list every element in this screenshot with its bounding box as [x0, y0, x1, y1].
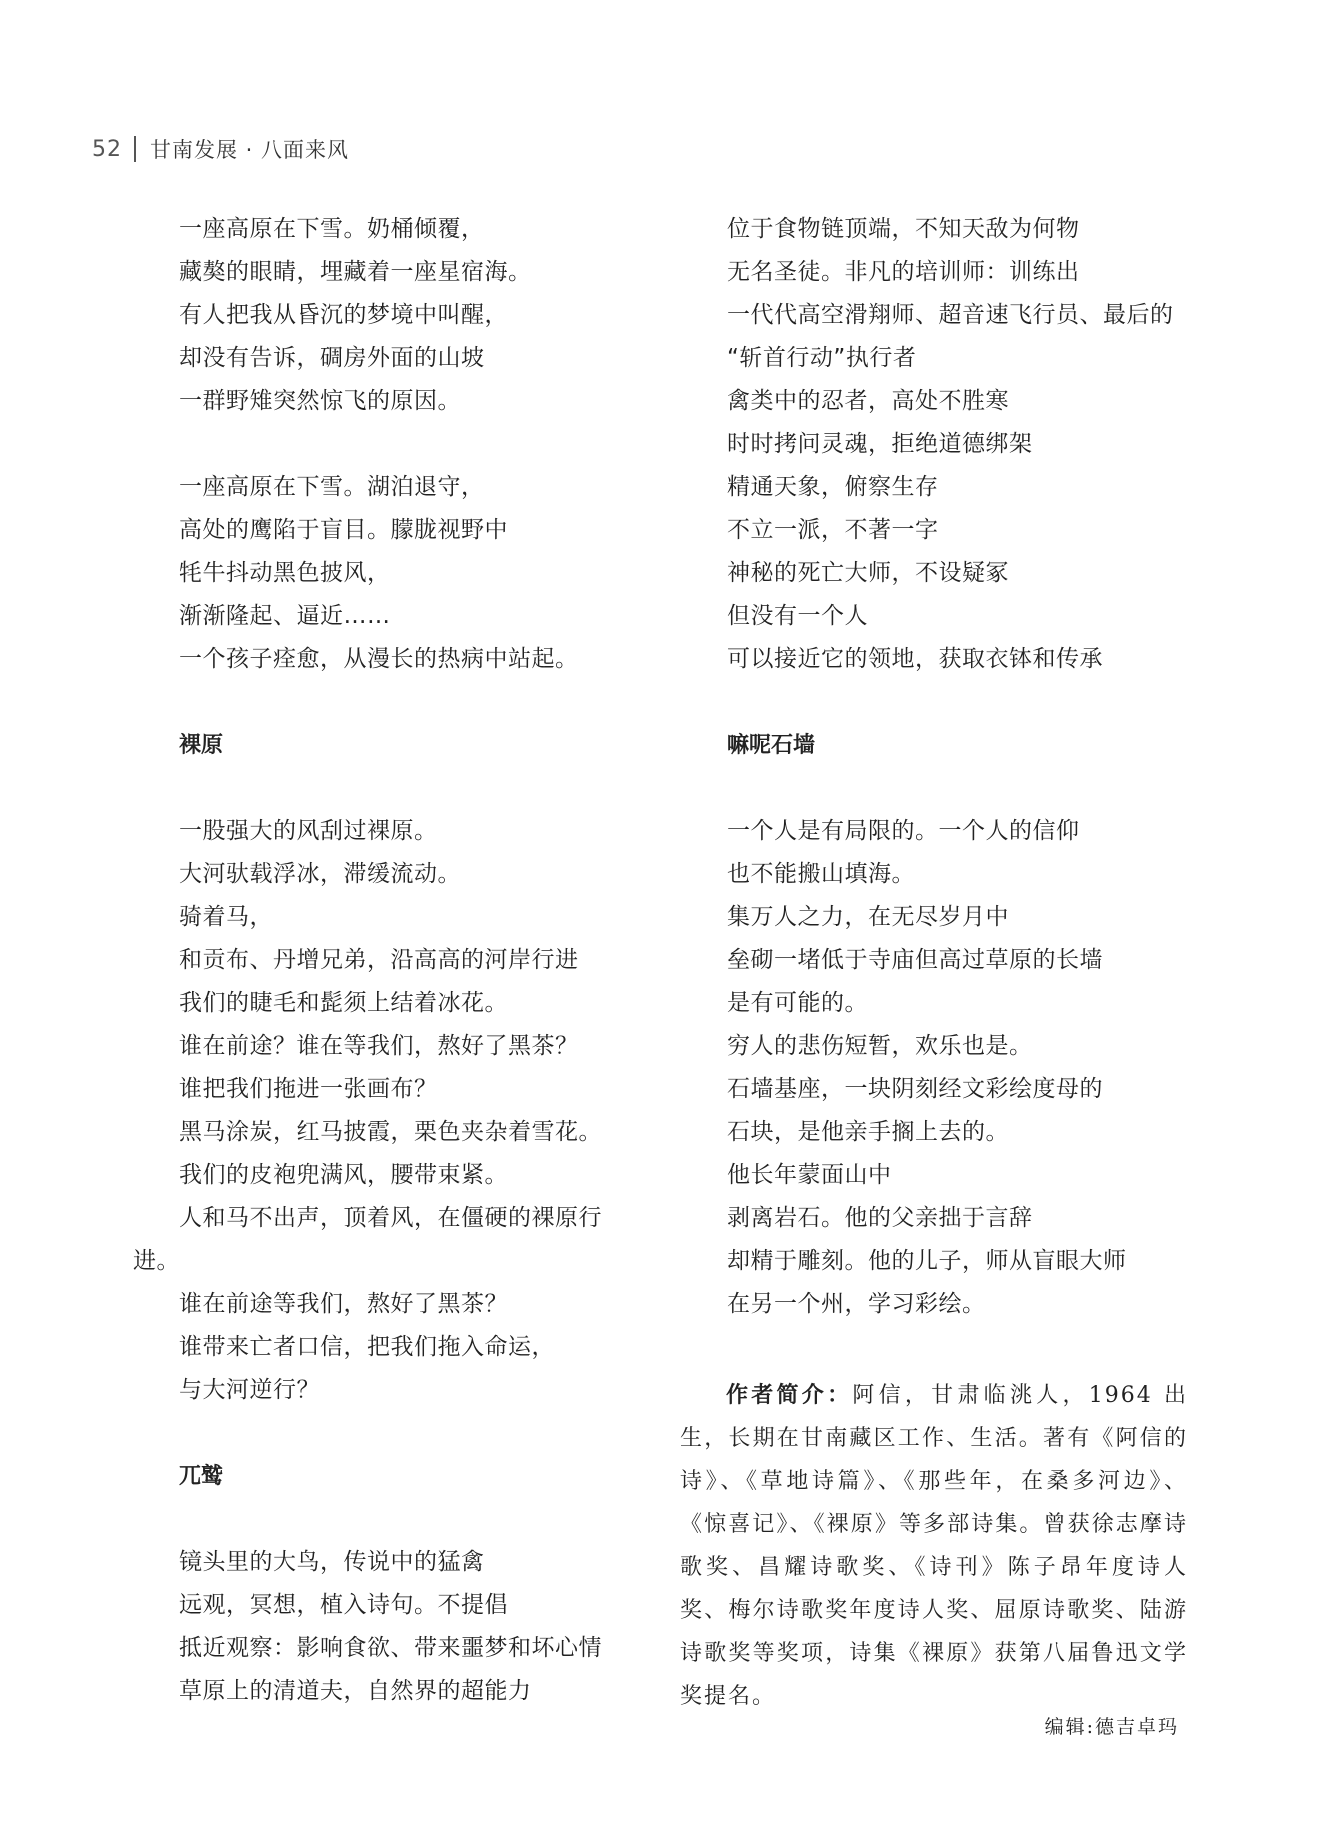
- poem-wujiu-body: [179, 1541, 649, 1713]
- poem-line: 石块，是他亲手搁上去的。: [727, 1119, 1009, 1145]
- running-header: [92, 132, 349, 166]
- poem-line: 有人把我从昏沉的梦境中叫醒，: [179, 302, 508, 328]
- stanza-gap: [727, 767, 1197, 810]
- author-bio-label: 作者简介：: [726, 1383, 853, 1408]
- poem-line: 我们的皮袍兜满风，腰带束紧。: [179, 1162, 508, 1188]
- poem-line: 谁把我们拖进一张画布？: [179, 1076, 438, 1102]
- poem-line: 黑马涂炭，红马披霞，栗色夹杂着雪花。: [179, 1119, 602, 1145]
- poem-luoyuan-body: [133, 810, 649, 1412]
- poem-line: 一群野雉突然惊飞的原因。: [179, 388, 461, 414]
- poem-line: 禽类中的忍者，高处不胜寒: [727, 388, 1009, 414]
- poem-line: 是有可能的。: [727, 990, 868, 1016]
- poem-line: 抵近观察：影响食欲、带来噩梦和坏心情: [179, 1635, 602, 1661]
- header-divider: [134, 136, 136, 162]
- poem-line: 谁在前途？谁在等我们，熬好了黑茶？: [179, 1033, 579, 1059]
- poem-line: 石墙基座，一块阴刻经文彩绘度母的: [727, 1076, 1103, 1102]
- poem-title-mani-wall: 嘛呢石墙: [727, 733, 816, 758]
- poem-line: 不立一派，不著一字: [727, 517, 939, 543]
- poem-title-wujiu: 兀鹫: [179, 1464, 224, 1489]
- poem-line: 一个人是有局限的。一个人的信仰: [727, 818, 1080, 844]
- poem-line: 在另一个州，学习彩绘。: [727, 1291, 986, 1317]
- poem-line: 和贡布、丹增兄弟，沿高高的河岸行进: [179, 947, 579, 973]
- poem-line: 草原上的清道夫，自然界的超能力: [179, 1678, 532, 1704]
- left-column: [133, 208, 649, 1713]
- poem-line: 但没有一个人: [727, 603, 868, 629]
- poem-line: 一座高原在下雪。湖泊退守，: [179, 474, 485, 500]
- author-bio: [680, 1374, 1188, 1718]
- poem-line: 剥离岩石。他的父亲拙于言辞: [727, 1205, 1033, 1231]
- poem-line: 一代代高空滑翔师、超音速飞行员、最后的: [727, 302, 1174, 328]
- stanza-gap: [179, 767, 649, 810]
- poem-line: 一座高原在下雪。奶桶倾覆，: [179, 216, 485, 242]
- poem-line: 可以接近它的领地，获取衣钵和传承: [727, 646, 1103, 672]
- poem-line: 人和马不出声，顶着风，在僵硬的裸原行: [179, 1205, 602, 1231]
- author-bio-text: 阿信，甘肃临洮人，1964 出生，长期在甘南藏区工作、生活。著有《阿信的诗》、《草地诗篇》、《那些年，在桑多河边》、《惊喜记》、《裸原》等多部诗集。曾获徐志摩诗歌奖、昌耀诗歌奖、《诗刊》陈子昂年度诗人奖、梅尔诗歌奖年度诗人奖、屈原诗歌奖、陆游诗歌奖等奖项，诗集《裸原》获第八届鲁迅文学奖提名。: [680, 1383, 1188, 1709]
- stanza-gap: [179, 681, 649, 724]
- poem-line: 骑着马，: [179, 904, 273, 930]
- poem-line: 无名圣徒。非凡的培训师：训练出: [727, 259, 1080, 285]
- poem-line: 精通天象，俯察生存: [727, 474, 939, 500]
- poem-line: 也不能搬山填海。: [727, 861, 915, 887]
- poem-line: 却没有告诉，碉房外面的山坡: [179, 345, 485, 371]
- poem-line: 牦牛抖动黑色披风，: [179, 560, 391, 586]
- poem-line: 远观，冥想，植入诗句。不提倡: [179, 1592, 508, 1618]
- stanza-gap: [727, 681, 1197, 724]
- poem-line: 一股强大的风刮过裸原。: [179, 818, 438, 844]
- right-column: [727, 208, 1197, 1326]
- poem-line: 我们的睫毛和髭须上结着冰花。: [179, 990, 508, 1016]
- poem-line: 高处的鹰陷于盲目。朦胧视野中: [179, 517, 508, 543]
- page-number: 52: [92, 136, 122, 162]
- running-title: 甘南发展 · 八面来风: [150, 138, 350, 162]
- poem-wujiu-continued: [727, 208, 1197, 681]
- stanza-gap: [179, 1412, 649, 1455]
- poem-line: 镜头里的大鸟，传说中的猛禽: [179, 1549, 485, 1575]
- stanza-gap: [179, 1498, 649, 1541]
- poem-line: 位于食物链顶端，不知天敌为何物: [727, 216, 1080, 242]
- poem-line: “斩首行动”执行者: [727, 345, 917, 371]
- poem-line: 他长年蒙面山中: [727, 1162, 892, 1188]
- poem-line: 时时拷问灵魂，拒绝道德绑架: [727, 431, 1033, 457]
- poem-line: 谁在前途等我们，熬好了黑茶？: [179, 1291, 508, 1317]
- poem-title-luoyuan: 裸原: [179, 733, 224, 758]
- poem-line: 垒砌一堵低于寺庙但高过草原的长墙: [727, 947, 1103, 973]
- poem-line: 与大河逆行？: [179, 1377, 320, 1403]
- poem-mani-wall-body: [727, 810, 1197, 1326]
- poem-line: 穷人的悲伤短暂，欢乐也是。: [727, 1033, 1033, 1059]
- poem-line-wrap: 进。: [133, 1248, 180, 1274]
- stanza-2: [179, 466, 649, 681]
- stanza-gap: [179, 423, 649, 466]
- poem-line: 藏獒的眼睛，埋藏着一座星宿海。: [179, 259, 532, 285]
- poem-line: 谁带来亡者口信，把我们拖入命运，: [179, 1334, 555, 1360]
- poem-line: 神秘的死亡大师，不设疑冢: [727, 560, 1009, 586]
- poem-line: 大河驮载浮冰，滞缓流动。: [179, 861, 461, 887]
- poem-line: 却精于雕刻。他的儿子，师从盲眼大师: [727, 1248, 1127, 1274]
- poem-line: 集万人之力，在无尽岁月中: [727, 904, 1009, 930]
- editor-credit: 编辑:德吉卓玛: [1044, 1716, 1179, 1738]
- poem-line: 一个孩子痊愈，从漫长的热病中站起。: [179, 646, 579, 672]
- poem-line: 渐渐隆起、逼近……: [179, 603, 391, 629]
- stanza-1: [179, 208, 649, 423]
